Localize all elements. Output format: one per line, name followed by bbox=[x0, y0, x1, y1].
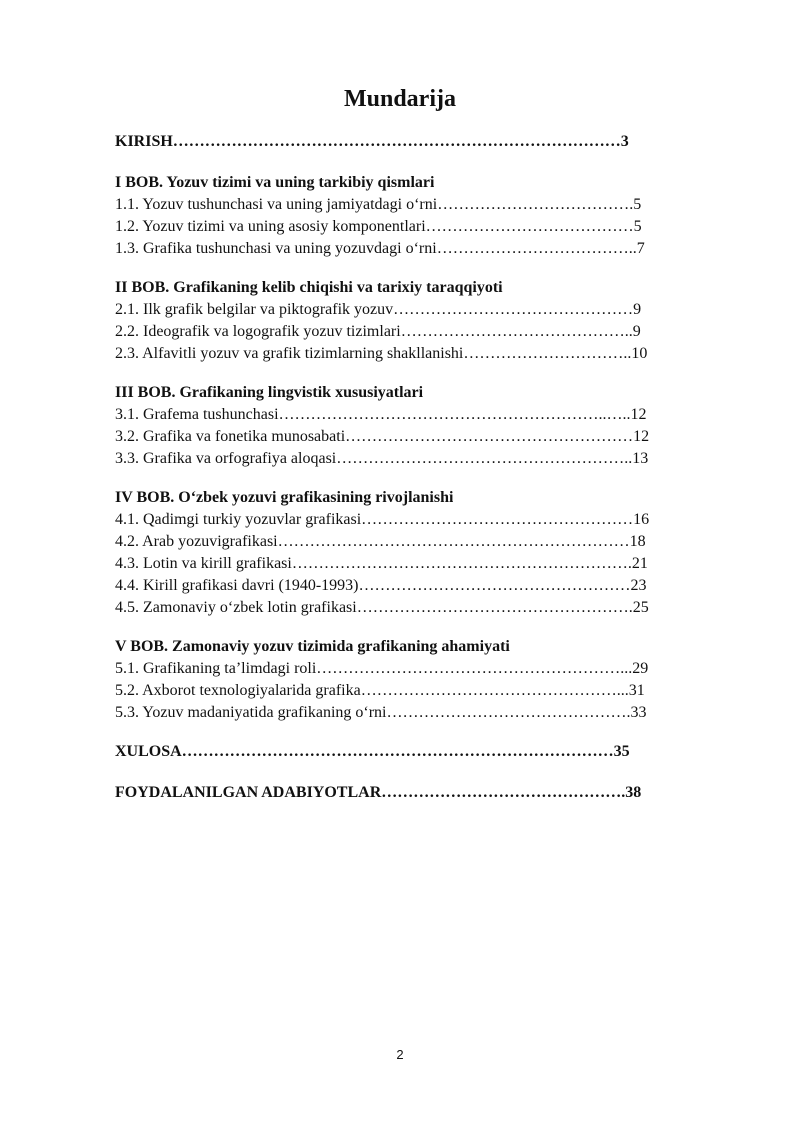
toc-chapter-3-heading: III BOB. Grafikaning lingvistik xususiyatlari bbox=[115, 384, 424, 401]
toc-chapter-5-heading: V BOB. Zamonaviy yozuv tizimida grafikaning ahamiyati bbox=[115, 638, 510, 655]
toc-intro: KIRISH…………………………………………………………………………3 bbox=[115, 133, 629, 150]
page-title: Mundarija bbox=[343, 86, 456, 112]
toc-item-5-1: 5.1. Grafikaning ta’limdagi roli…………………………………………………...29 bbox=[115, 660, 649, 677]
toc-references: FOYDALANILGAN ADABIYOTLAR……………………………………….38 bbox=[115, 784, 642, 801]
toc-chapter-4-heading: IV BOB. O‘zbek yozuvi grafikasining rivojlanishi bbox=[115, 489, 454, 506]
toc-item-4-3: 4.3. Lotin va kirill grafikasi……………………………………………………….21 bbox=[115, 555, 648, 572]
toc-item-3-2: 3.2. Grafika va fonetika munosabati………………………………………………12 bbox=[115, 428, 650, 445]
toc-chapter-1-heading: I BOB. Yozuv tizimi va uning tarkibiy qismlari bbox=[115, 174, 435, 191]
toc-item-2-2: 2.2. Ideografik va logografik yozuv tizimlari……………………………………..9 bbox=[115, 323, 641, 340]
toc-item-2-1: 2.1. Ilk grafik belgilar va piktografik yozuv………………………………………9 bbox=[115, 301, 642, 318]
toc-item-1-3: 1.3. Grafika tushunchasi va uning yozuvdagi o‘rni………………………………..7 bbox=[115, 240, 645, 257]
toc-item-5-3: 5.3. Yozuv madaniyatida grafikaning o‘rni……………………………………….33 bbox=[115, 704, 647, 721]
toc-item-1-1: 1.1. Yozuv tushunchasi va uning jamiyatdagi o‘rni……………………………….5 bbox=[115, 196, 642, 213]
toc-item-4-2: 4.2. Arab yozuvigrafikasi…………………………………………………………18 bbox=[115, 533, 646, 550]
toc-item-4-1: 4.1. Qadimgi turkiy yozuvlar grafikasi……………………………………………16 bbox=[115, 511, 650, 528]
toc-item-3-3: 3.3. Grafika va orfografiya aloqasi………………………………………………..13 bbox=[115, 450, 649, 467]
page-number: 2 bbox=[396, 1047, 404, 1062]
toc-item-5-2: 5.2. Axborot texnologiyalarida grafika…………………………………………...31 bbox=[115, 682, 645, 699]
toc-item-4-5: 4.5. Zamonaviy o‘zbek lotin grafikasi…………………………………………….25 bbox=[115, 599, 649, 616]
toc-item-3-1: 3.1. Grafema tushunchasi……………………………………………………..…..12 bbox=[115, 406, 647, 423]
toc-item-2-3: 2.3. Alfavitli yozuv va grafik tizimlarning shakllanishi…………………………..10 bbox=[115, 345, 648, 362]
toc-item-4-4: 4.4. Kirill grafikasi davri (1940-1993)……………………………………………23 bbox=[115, 577, 647, 594]
toc-conclusion: XULOSA………………………………………………………………………35 bbox=[115, 743, 630, 760]
toc-item-1-2: 1.2. Yozuv tizimi va uning asosiy komponentlari…………………………………5 bbox=[115, 218, 642, 235]
toc-chapter-2-heading: II BOB. Grafikaning kelib chiqishi va tarixiy taraqqiyoti bbox=[115, 279, 503, 296]
